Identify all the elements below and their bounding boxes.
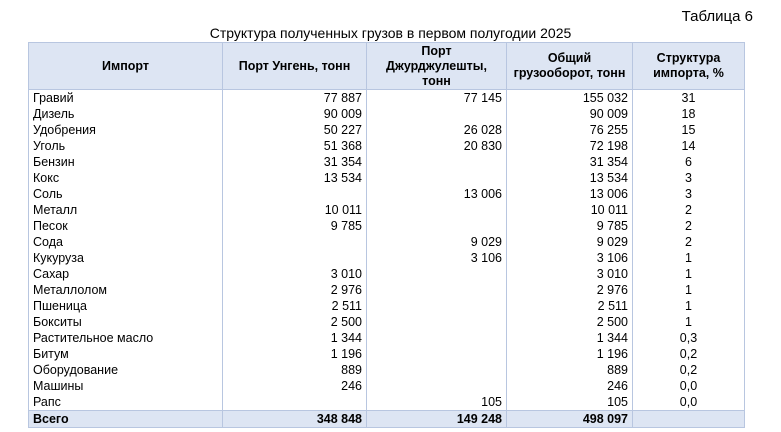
cell-ungheni-tons: 2 976 [223, 282, 367, 298]
table-row [29, 106, 745, 122]
table-row [29, 250, 745, 266]
table-row [29, 266, 745, 282]
header-port-giurgiulesti: Порт Джурджулешты, тонн [367, 43, 507, 90]
cell-total-tons: 105 [507, 394, 633, 411]
cell-total-tons: 90 009 [507, 106, 633, 122]
table-row [29, 346, 745, 362]
cell-import-share: 0,3 [633, 330, 745, 346]
cell-ungheni-tons: 1 344 [223, 330, 367, 346]
header-total-turnover: Общий грузооборот, тонн [507, 43, 633, 90]
table-row [29, 138, 745, 154]
cell-cargo-name: Кукуруза [29, 250, 223, 266]
cell-import-share: 1 [633, 250, 745, 266]
cell-giurgiulesti-tons: 13 006 [367, 186, 507, 202]
cell-import-share: 1 [633, 266, 745, 282]
cell-total-tons: 1 196 [507, 346, 633, 362]
cell-giurgiulesti-tons [367, 170, 507, 186]
table-row [29, 394, 745, 411]
cell-ungheni-tons [223, 234, 367, 250]
cell-ungheni-tons: 2 511 [223, 298, 367, 314]
cell-import-share: 1 [633, 298, 745, 314]
table-row [29, 234, 745, 250]
cell-ungheni-tons: 51 368 [223, 138, 367, 154]
cell-total-tons: 13 534 [507, 170, 633, 186]
cell-cargo-name: Битум [29, 346, 223, 362]
cell-giurgiulesti-tons: 20 830 [367, 138, 507, 154]
table-header-row [29, 43, 745, 90]
cell-cargo-name: Гравий [29, 90, 223, 107]
cell-cargo-name: Металлолом [29, 282, 223, 298]
cell-total-tons: 10 011 [507, 202, 633, 218]
table-row [29, 314, 745, 330]
cell-total-tons: 2 511 [507, 298, 633, 314]
cell-giurgiulesti-tons [367, 346, 507, 362]
cell-total-tons: 498 097 [507, 411, 633, 428]
table-row [29, 122, 745, 138]
cell-ungheni-tons: 889 [223, 362, 367, 378]
cell-ungheni-tons: 13 534 [223, 170, 367, 186]
cell-giurgiulesti-tons [367, 106, 507, 122]
cell-giurgiulesti-tons [367, 378, 507, 394]
cell-import-share: 2 [633, 218, 745, 234]
cell-ungheni-tons: 77 887 [223, 90, 367, 107]
cell-cargo-name: Сахар [29, 266, 223, 282]
cell-import-share: 3 [633, 186, 745, 202]
table-row [29, 218, 745, 234]
table-row [29, 186, 745, 202]
cell-total-tons: 13 006 [507, 186, 633, 202]
cell-giurgiulesti-tons [367, 314, 507, 330]
table-row [29, 170, 745, 186]
cell-ungheni-tons: 1 196 [223, 346, 367, 362]
cell-total-tons: 2 976 [507, 282, 633, 298]
table-row [29, 362, 745, 378]
cell-total-tons: 31 354 [507, 154, 633, 170]
cell-ungheni-tons: 50 227 [223, 122, 367, 138]
cell-cargo-name: Растительное масло [29, 330, 223, 346]
cell-import-share: 0,0 [633, 378, 745, 394]
cell-import-share: 2 [633, 202, 745, 218]
cell-giurgiulesti-tons [367, 218, 507, 234]
table-total-row [29, 411, 745, 428]
cell-import-share: 2 [633, 234, 745, 250]
table-number-label: Таблица 6 [681, 8, 753, 25]
cell-cargo-name: Машины [29, 378, 223, 394]
header-import-share: Структура импорта, % [633, 43, 745, 90]
cell-giurgiulesti-tons: 77 145 [367, 90, 507, 107]
table-row [29, 378, 745, 394]
cell-cargo-name: Оборудование [29, 362, 223, 378]
table-row [29, 282, 745, 298]
cell-total-tons: 9 785 [507, 218, 633, 234]
cell-cargo-name: Песок [29, 218, 223, 234]
cell-import-share [633, 411, 745, 428]
cell-cargo-name: Металл [29, 202, 223, 218]
table-row [29, 90, 745, 107]
cell-cargo-name: Кокс [29, 170, 223, 186]
cell-ungheni-tons: 10 011 [223, 202, 367, 218]
cell-ungheni-tons: 9 785 [223, 218, 367, 234]
cell-import-share: 1 [633, 282, 745, 298]
cell-giurgiulesti-tons [367, 282, 507, 298]
cell-cargo-name: Уголь [29, 138, 223, 154]
cell-ungheni-tons: 2 500 [223, 314, 367, 330]
cell-total-tons: 155 032 [507, 90, 633, 107]
cell-import-share: 6 [633, 154, 745, 170]
cell-total-tons: 3 010 [507, 266, 633, 282]
cell-cargo-name: Рапс [29, 394, 223, 411]
cell-cargo-name: Бокситы [29, 314, 223, 330]
cell-import-share: 18 [633, 106, 745, 122]
cell-total-tons: 9 029 [507, 234, 633, 250]
cell-cargo-name: Удобрения [29, 122, 223, 138]
cell-total-tons: 72 198 [507, 138, 633, 154]
cell-total-tons: 76 255 [507, 122, 633, 138]
cell-ungheni-tons: 246 [223, 378, 367, 394]
cell-giurgiulesti-tons [367, 154, 507, 170]
cell-total-tons: 246 [507, 378, 633, 394]
cell-cargo-name: Сода [29, 234, 223, 250]
cell-import-share: 3 [633, 170, 745, 186]
cell-giurgiulesti-tons: 26 028 [367, 122, 507, 138]
cell-import-share: 0,0 [633, 394, 745, 411]
cell-ungheni-tons [223, 394, 367, 411]
cell-cargo-name: Пшеница [29, 298, 223, 314]
table-row [29, 330, 745, 346]
cell-import-share: 31 [633, 90, 745, 107]
cell-giurgiulesti-tons [367, 298, 507, 314]
cell-ungheni-tons [223, 186, 367, 202]
cell-cargo-name: Бензин [29, 154, 223, 170]
table-caption: Структура полученных грузов в первом полугодии 2025 [209, 25, 572, 41]
cargo-structure-table [28, 42, 745, 428]
cell-giurgiulesti-tons: 9 029 [367, 234, 507, 250]
cell-giurgiulesti-tons: 3 106 [367, 250, 507, 266]
cell-giurgiulesti-tons [367, 202, 507, 218]
table-row [29, 202, 745, 218]
cell-import-share: 14 [633, 138, 745, 154]
cell-ungheni-tons: 31 354 [223, 154, 367, 170]
cell-import-share: 0,2 [633, 346, 745, 362]
cell-import-share: 15 [633, 122, 745, 138]
cell-total-tons: 889 [507, 362, 633, 378]
cell-giurgiulesti-tons [367, 362, 507, 378]
cell-ungheni-tons: 3 010 [223, 266, 367, 282]
cell-cargo-name: Соль [29, 186, 223, 202]
cell-import-share: 0,2 [633, 362, 745, 378]
cell-giurgiulesti-tons: 149 248 [367, 411, 507, 428]
cell-total-tons: 1 344 [507, 330, 633, 346]
header-import: Импорт [29, 43, 223, 90]
cell-ungheni-tons [223, 250, 367, 266]
cell-import-share: 1 [633, 314, 745, 330]
cell-cargo-name: Всего [29, 411, 223, 428]
cell-ungheni-tons: 348 848 [223, 411, 367, 428]
cell-giurgiulesti-tons [367, 330, 507, 346]
table-row [29, 298, 745, 314]
cell-giurgiulesti-tons: 105 [367, 394, 507, 411]
table-row [29, 154, 745, 170]
header-port-ungheni: Порт Унгень, тонн [223, 43, 367, 90]
cell-total-tons: 3 106 [507, 250, 633, 266]
cell-ungheni-tons: 90 009 [223, 106, 367, 122]
cell-cargo-name: Дизель [29, 106, 223, 122]
cell-total-tons: 2 500 [507, 314, 633, 330]
cell-giurgiulesti-tons [367, 266, 507, 282]
